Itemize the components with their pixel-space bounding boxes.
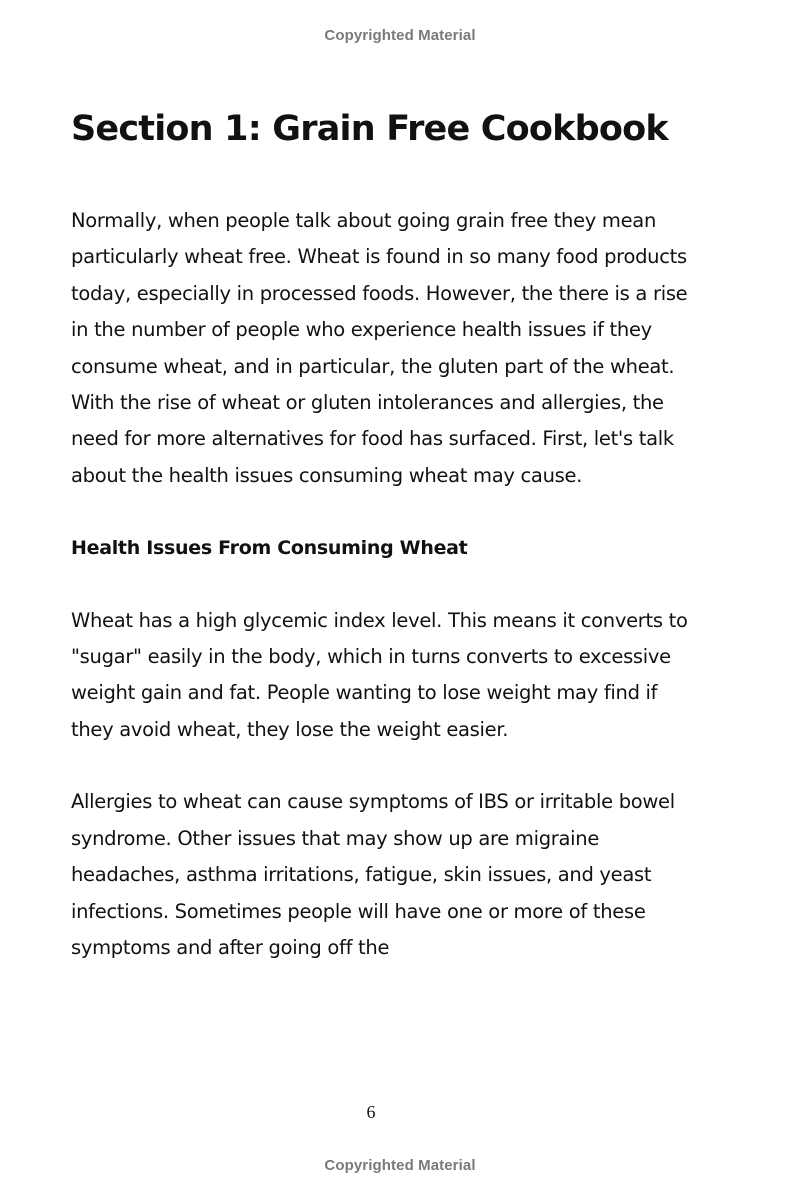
allergies-paragraph: Allergies to wheat can cause symptoms of IBS or irritable bowel syndrome. Other issues that may show up are migraine headaches, asthma irritations, fatigue, skin issues, and yeast infections. Sometimes people will have one or more of these symptoms and after going off the xyxy=(71,790,675,959)
copyright-watermark-bottom: Copyrighted Material xyxy=(324,1157,476,1174)
page-number: 6 xyxy=(366,1102,376,1122)
copyright-watermark-top: Copyrighted Material xyxy=(324,27,476,44)
glycemic-paragraph: Wheat has a high glycemic index level. This means it converts to "sugar" easily in the body, which in turns converts to excessive weight gain and fat. People wanting to lose weight may find if they avoid wheat, they lose the weight easier. xyxy=(71,608,688,741)
page-content xyxy=(71,100,696,966)
intro-paragraph: Normally, when people talk about going grain free they mean particularly wheat free. Wheat is found in so many food products today, especially in processed foods. However, the there is a rise in the number of people who experience health issues if they consume wheat, and in particular, the gluten part of the wheat. With the rise of wheat or gluten intolerances and allergies, the need for more alternatives for food has surfaced. First, let's talk about the health issues consuming wheat may cause. xyxy=(71,209,688,487)
subheading-health-issues: Health Issues From Consuming Wheat xyxy=(71,537,468,560)
section-title: Section 1: Grain Free Cookbook xyxy=(71,109,668,149)
